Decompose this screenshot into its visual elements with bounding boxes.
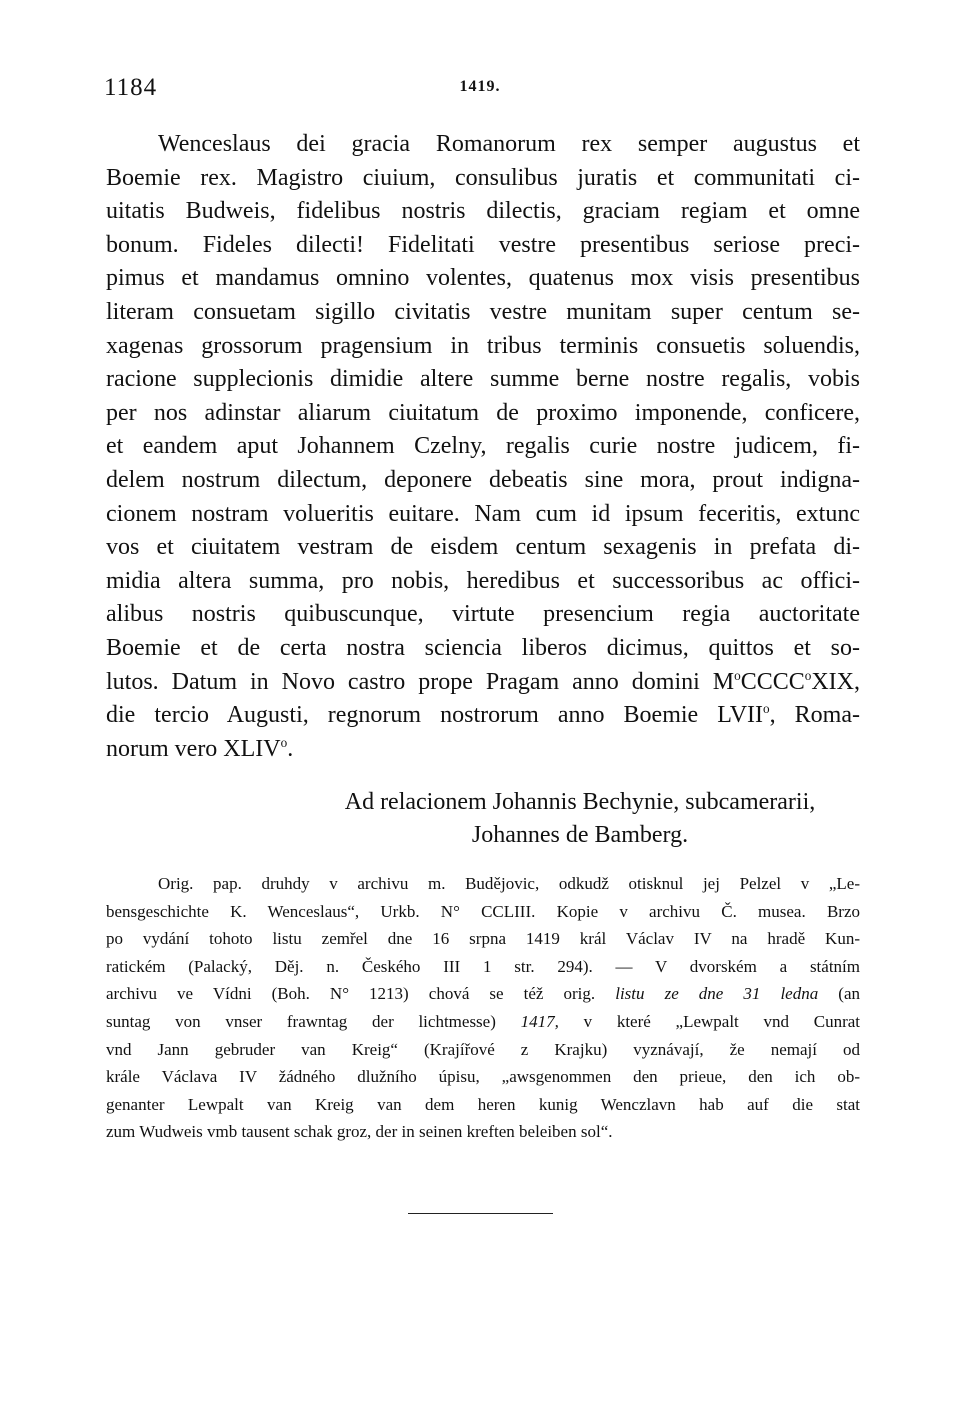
text-line: Boemie rex. Magistro ciuium, consulibus juratis et communitati ci- xyxy=(106,164,860,191)
relation-note: Ad relacionem Johannis Bechynie, subcamerarii, xyxy=(344,789,816,815)
year-heading: 1419. xyxy=(459,78,501,95)
footnote-line: archivu ve Vídni (Boh. N° 1213) chová se též orig. listu ze dne 31 ledna (an xyxy=(106,984,861,1004)
footnote-line: genanter Lewpalt van Kreig van dem heren kunig Wenczlavn hab auf die stat xyxy=(106,1094,860,1114)
text-line: et eandem aput Johannem Czelny, regalis curie nostre judicem, fi- xyxy=(106,433,860,460)
text-line: cionem nostram volueritis euitare. Nam cum id ipsum feceritis, extunc xyxy=(106,500,860,527)
charter-text xyxy=(106,128,860,766)
text-line: alibus nostris quibuscunque, virtute presencium regia auctoritate xyxy=(106,601,860,628)
text-line: per nos adinstar aliarum ciuitatum de proximo imponende, conficere, xyxy=(106,399,860,426)
footnote-line: bensgeschichte K. Wenceslaus“, Urkb. N° CCLIII. Kopie v archivu Č. musea. Brzo xyxy=(106,901,860,921)
footnote-line: zum Wudweis vmb tausent schak groz, der in seinen kreften beleiben sol“. xyxy=(106,1122,613,1142)
text-line: Wenceslaus dei gracia Romanorum rex semper augustus et xyxy=(158,131,860,157)
section-divider xyxy=(408,1213,553,1214)
text-line-date: lutos. Datum in Novo castro prope Pragam anno domini $M^oCCCC^oXIX$, xyxy=(106,667,860,695)
text-line: midia altera summa, pro nobis, heredibus et successoribus ac offici- xyxy=(106,567,860,594)
text-line: bonum. Fideles dilecti! Fidelitati vestre presentibus seriose preci- xyxy=(106,231,860,258)
footnote-line: krále Václava IV žádného dlužního úpisu, „awsgenommen den prieue, den ich ob- xyxy=(106,1067,860,1087)
italic-year: 1417, xyxy=(520,1011,559,1031)
footnote-line: vnd Jann gebruder van Kreig“ (Krajířové z Krajku) vyznávají, že nemají od xyxy=(106,1039,860,1059)
text-line-last: norum vero XLIV$^o$. xyxy=(106,734,294,762)
chancery-note xyxy=(300,786,860,852)
text-line-regnal-year: die tercio Augusti, regnorum nostrorum anno Boemie LVII$^o$, Roma- xyxy=(106,700,860,729)
editorial-footnote xyxy=(106,870,860,1146)
text-line: vos et ciuitatem vestram de eisdem centum sexagenis in prefata di- xyxy=(106,534,860,561)
text-line: xagenas grossorum pragensium in tribus terminis consuetis soluendis, xyxy=(106,332,860,359)
text-line: uitatis Budweis, fidelibus nostris dilectis, graciam regiam et omne xyxy=(106,198,860,225)
footnote-line: suntag von vnser frawntag der lichtmesse) 1417, v které „Lewpalt vnd Cunrat xyxy=(106,1011,861,1031)
page-number: 1184 xyxy=(104,74,158,101)
italic-ref: listu ze dne 31 ledna xyxy=(615,984,819,1004)
footnote-line: Orig. pap. druhdy v archivu m. Budějovic, odkudž otisknul jej Pelzel v „Le- xyxy=(158,874,860,893)
text-line: literam consuetam sigillo civitatis vestre munitam super centum se- xyxy=(106,298,860,325)
scribe-name: Johannes de Bamberg. xyxy=(471,822,689,848)
footnote-line: po vydání tohoto listu zemřel dne 16 srpna 1419 král Václav IV na hradě Kun- xyxy=(106,929,860,949)
text-line: Boemie et de certa nostra sciencia liberos dicimus, quittos et so- xyxy=(106,634,860,661)
text-line: racione supplecionis dimidie altere summe berne nostre regalis, vobis xyxy=(106,366,860,393)
footnote-line: ratickém (Palacký, Děj. n. Českého III 1 str. 294). — V dvorském a státním xyxy=(106,956,860,976)
text-line: pimus et mandamus omnino volentes, quatenus mox visis presentibus xyxy=(106,265,860,292)
text-line: delem nostrum dilectum, deponere debeatis sine mora, prout indigna- xyxy=(106,466,860,493)
